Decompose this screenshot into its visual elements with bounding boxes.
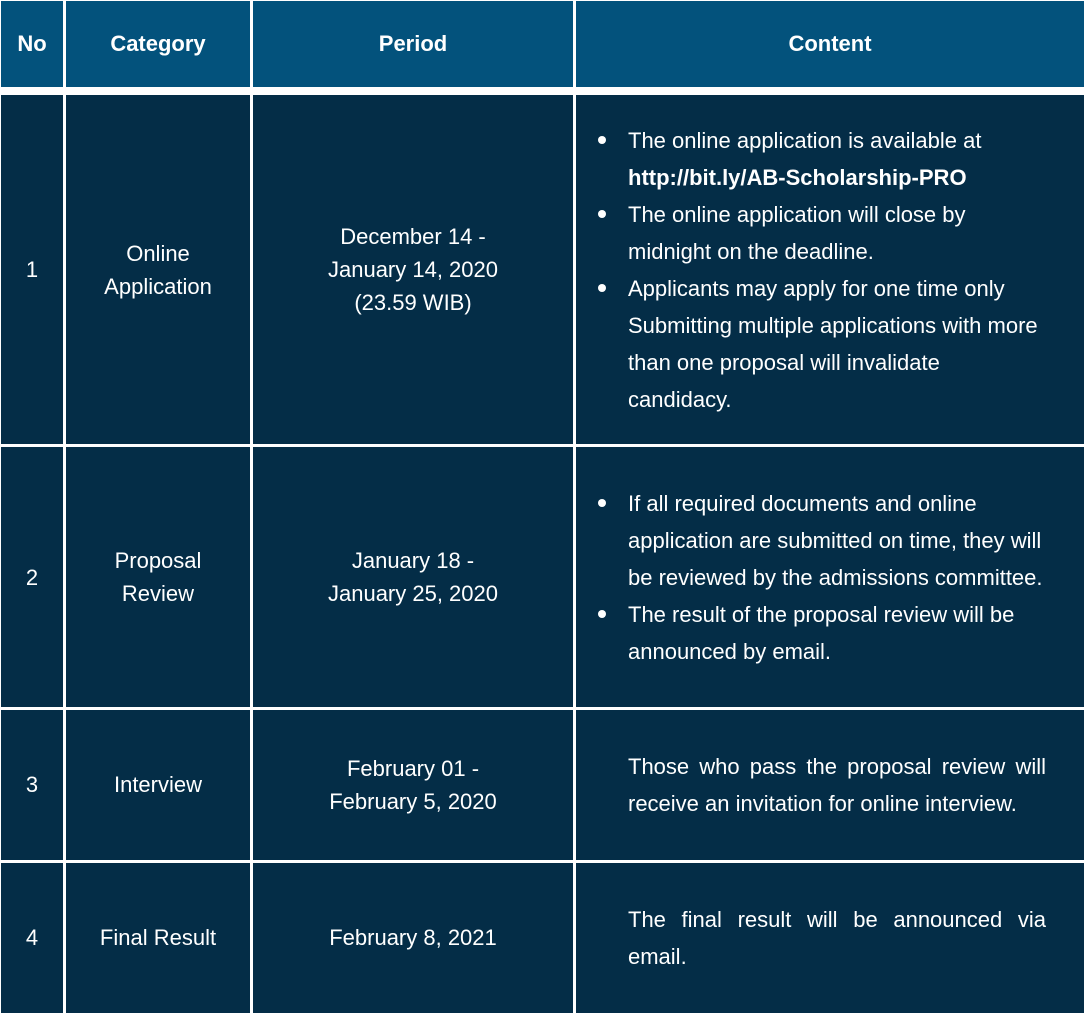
row-number: 2 [1, 447, 63, 706]
period-line: February 5, 2020 [329, 788, 497, 814]
bullet-text: The online application is available at [628, 127, 982, 153]
row-period [253, 447, 573, 706]
period-line: December 14 - [340, 224, 486, 250]
bullet-item: The result of the proposal review will be announced by email. [628, 596, 1046, 670]
category-line: Application [104, 273, 212, 299]
row-category [66, 710, 250, 860]
category-line: Final Result [99, 925, 217, 951]
table-row [1, 710, 1084, 860]
category-line: Review [121, 581, 195, 607]
table-row [1, 863, 1084, 1013]
category-line: Interview [113, 772, 203, 798]
table-row [1, 447, 1084, 706]
content-bullet-list [628, 122, 1046, 418]
content-paragraph: Those who pass the proposal review will receive an invitation for online interview. [628, 753, 1046, 816]
period-line: February 8, 2021 [329, 925, 497, 951]
bullet-item: Applicants may apply for one time only Submitting multiple applications with more than one proposal will invalidate candidacy. [628, 270, 1046, 418]
header-category: Category [66, 1, 250, 87]
row-content [576, 447, 1084, 706]
row-content [576, 863, 1084, 1013]
header-row [1, 1, 1084, 87]
header-content: Content [576, 1, 1084, 87]
spacer-cell [1, 90, 1084, 92]
row-content [576, 95, 1084, 444]
bullet-item: The online application will close by midnight on the deadline. [628, 196, 1046, 270]
period-line: (23.59 WIB) [354, 290, 472, 316]
bullet-item: If all required documents and online application are submitted on time, they will be reviewed by the admissions committee. [628, 485, 1046, 596]
row-number: 4 [1, 863, 63, 1013]
period-line: February 01 - [346, 755, 480, 781]
period-line: January 18 - [351, 548, 475, 574]
row-content [576, 710, 1084, 860]
header-no: No [1, 1, 63, 87]
content-bullet-list [628, 485, 1046, 670]
header-period: Period [253, 1, 573, 87]
row-period [253, 95, 573, 444]
application-link[interactable]: http://bit.ly/AB-Scholarship-PRO [628, 164, 967, 190]
period-line: January 25, 2020 [327, 581, 499, 607]
row-number: 3 [1, 710, 63, 860]
content-paragraph: The final result will be announced via email. [628, 906, 1046, 969]
row-period [253, 710, 573, 860]
category-line: Online [126, 240, 190, 266]
row-category [66, 863, 250, 1013]
header-spacer [1, 90, 1084, 92]
category-line: Proposal [114, 548, 202, 574]
row-category [66, 95, 250, 444]
row-number: 1 [1, 95, 63, 444]
row-period [253, 863, 573, 1013]
bullet-item [628, 122, 1046, 196]
table-row [1, 95, 1084, 444]
row-category [66, 447, 250, 706]
period-line: January 14, 2020 [327, 257, 499, 283]
